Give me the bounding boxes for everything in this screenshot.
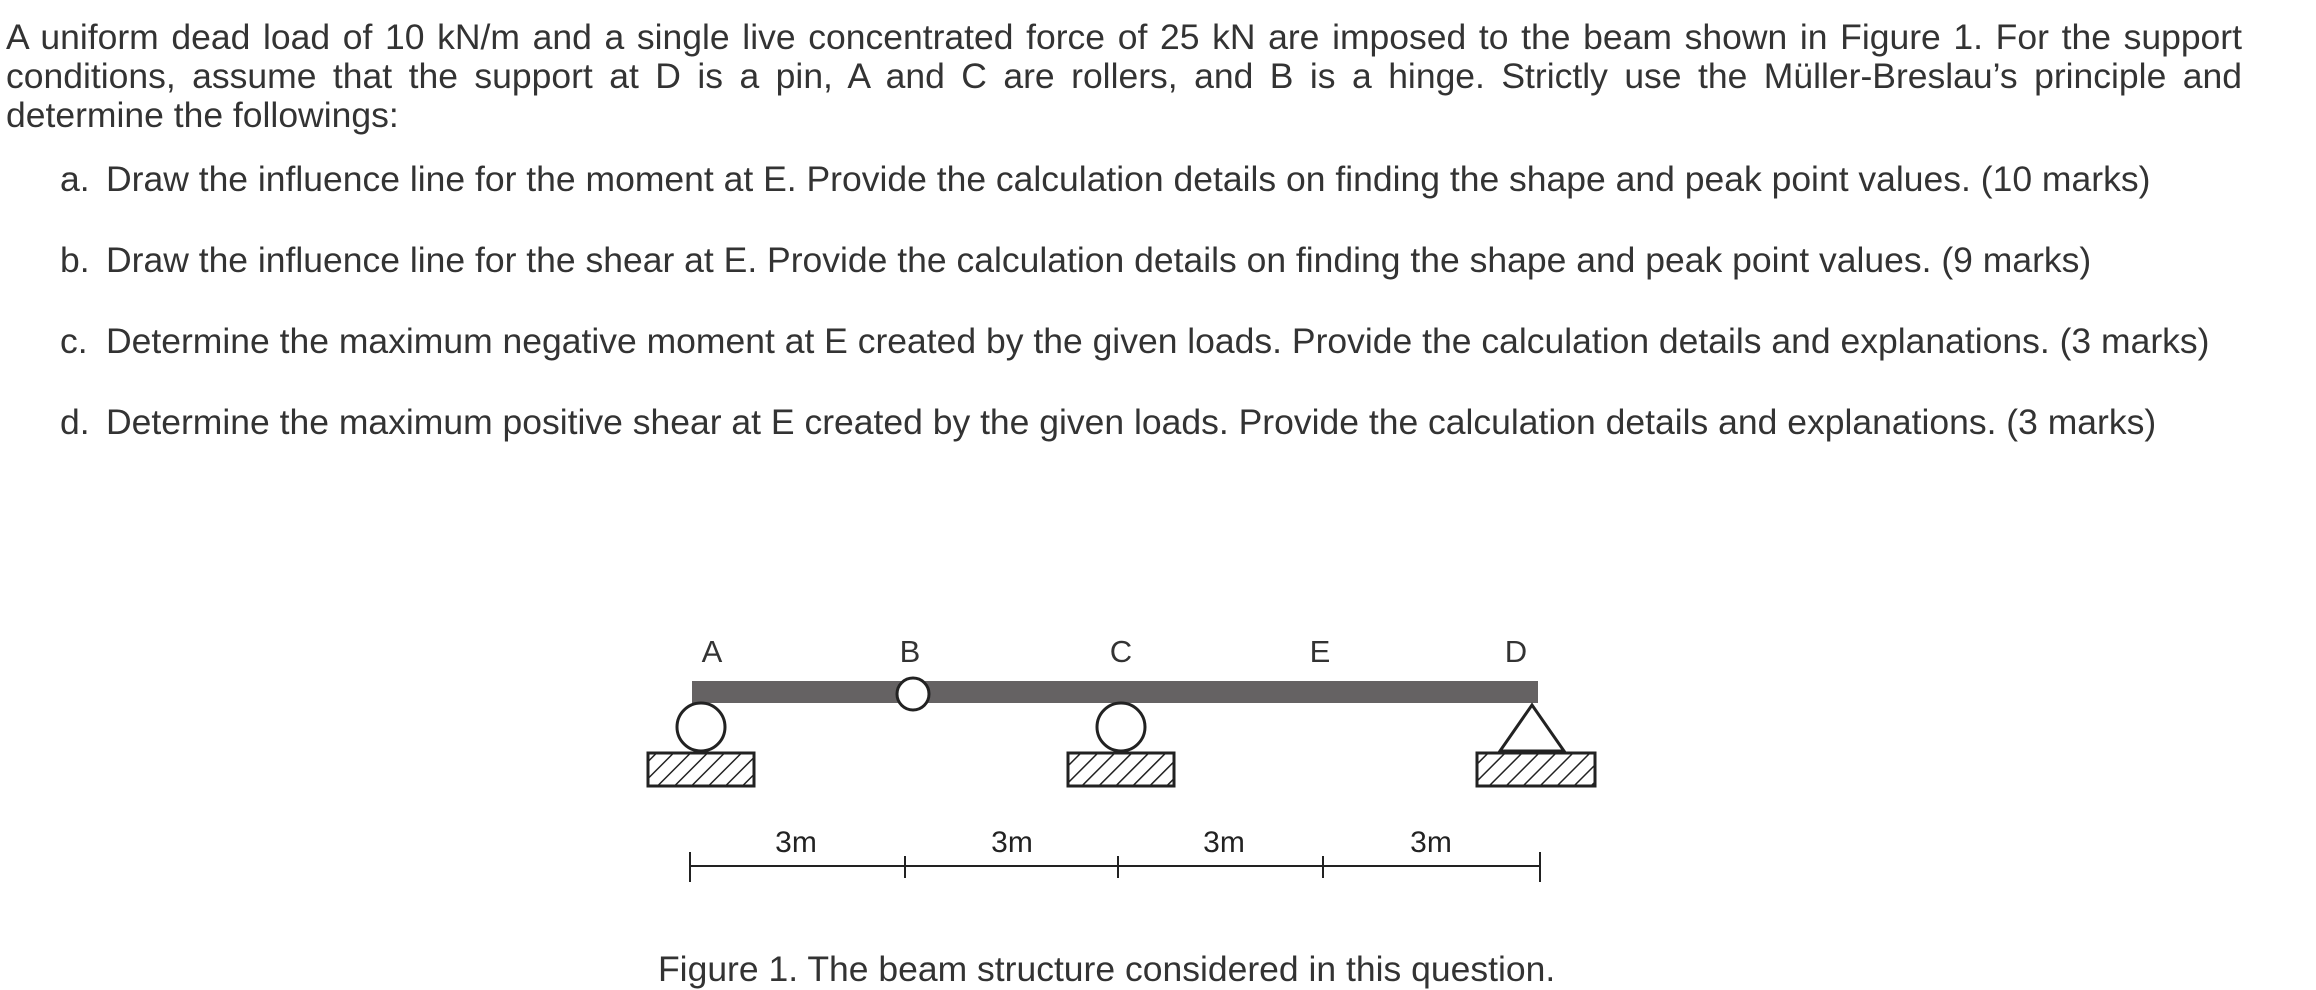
question-letter: a. bbox=[60, 159, 90, 199]
span-label-ed: 3m bbox=[1410, 826, 1452, 859]
question-letter: d. bbox=[60, 402, 90, 442]
question-letter: c. bbox=[60, 321, 88, 361]
question-text: Determine the maximum positive shear at E created by the given loads. Provide the calculation details and explanations. (3 marks) bbox=[106, 402, 2157, 442]
span-label-ab: 3m bbox=[775, 826, 817, 859]
roller-support-a bbox=[648, 703, 754, 786]
roller-support-c bbox=[1068, 703, 1174, 786]
question-text: Determine the maximum negative moment at E created by the given loads. Provide the calculation details and explanations. (3 marks) bbox=[106, 321, 2210, 361]
question-letter: b. bbox=[60, 240, 90, 280]
question-intro: A uniform dead load of 10 kN/m and a single live concentrated force of 25 kN are imposed to the beam shown in Figure 1. For the support conditions, assume that the support at D is a pin, A and C are rollers, and B is a hinge. Strictly use the Müller-Breslau’s principle and determine the followings: bbox=[6, 17, 2242, 135]
question-text: Draw the influence line for the shear at E. Provide the calculation details on finding the shape and peak point values. (9 marks) bbox=[106, 240, 2092, 280]
point-label-e: E bbox=[1309, 634, 1331, 669]
span-label-bc: 3m bbox=[991, 826, 1033, 859]
point-label-b: B bbox=[899, 634, 921, 669]
question-text: Draw the influence line for the moment at E. Provide the calculation details on finding the shape and peak point values. (10 marks) bbox=[106, 159, 2151, 199]
span-label-ce: 3m bbox=[1203, 826, 1245, 859]
point-label-d: D bbox=[1504, 634, 1528, 669]
hinge-b bbox=[897, 678, 929, 710]
point-label-c: C bbox=[1109, 634, 1133, 669]
pin-support-d bbox=[1477, 705, 1595, 786]
beam bbox=[692, 681, 1538, 703]
figure-caption: Figure 1. The beam structure considered in this question. bbox=[658, 949, 1556, 989]
point-label-a: A bbox=[701, 634, 723, 669]
